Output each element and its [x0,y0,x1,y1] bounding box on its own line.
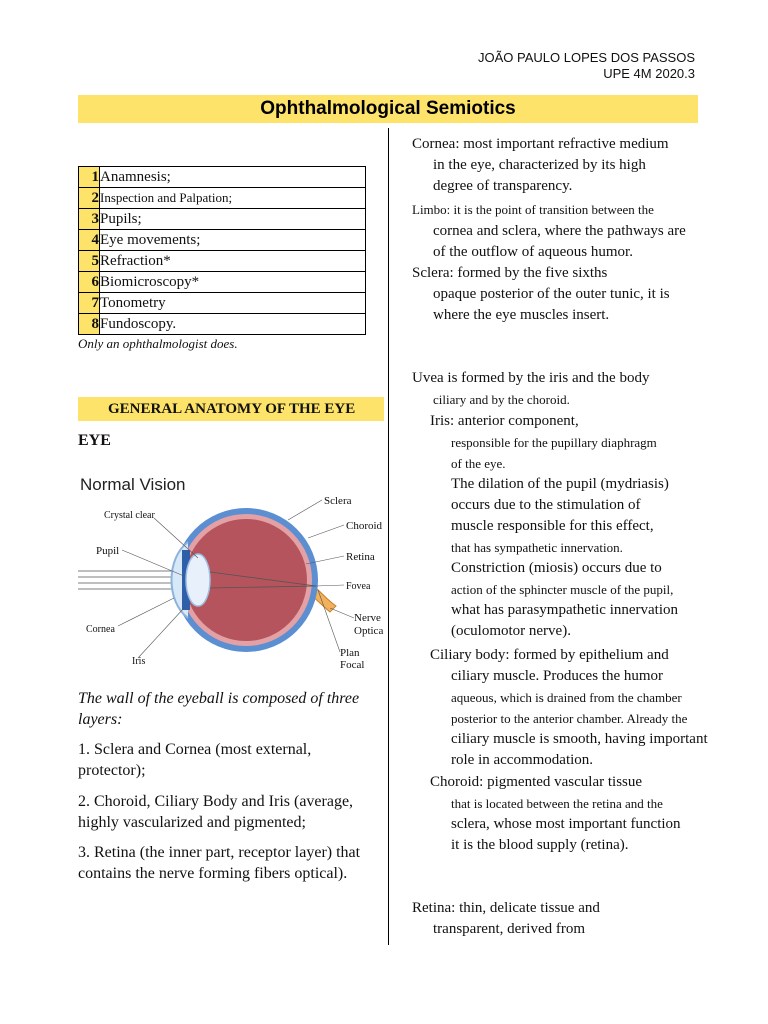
topic-number: 7 [79,293,100,314]
label-retina: Retina [346,551,375,563]
topic-label: Pupils; [100,209,366,230]
text-line: in the eye, characterized by its high [433,157,646,173]
text-line: Uvea is formed by the iris and the body [412,370,650,386]
page-title: Ophthalmological Semiotics [260,98,516,119]
text-line: muscle responsible for this effect, [451,518,654,534]
eye-anatomy-figure [78,468,390,680]
label-choroid: Choroid [346,520,383,532]
text-line: opaque posterior of the outer tunic, it is [433,286,670,302]
topic-label: Fundoscopy. [100,314,366,335]
topic-label: Refraction* [100,251,366,272]
text-line: occurs due to the stimulation of [451,497,641,513]
topic-number: 5 [79,251,100,272]
text-line: of the eye. [451,456,506,471]
topic-label: Tonometry [100,293,366,314]
section-heading: GENERAL ANATOMY OF THE EYE [108,401,356,417]
text-line: that is located between the retina and the [451,796,663,811]
text-line: Sclera: formed by the five sixths [412,265,608,281]
layer-item: 2. Choroid, Ciliary Body and Iris (average, highly vascularized and pigmented; [78,793,354,831]
text-line: responsible for the pupillary diaphragm [451,435,657,450]
sclera-paragraph [412,263,670,326]
topic-label: Eye movements; [100,230,366,251]
text-line: ciliary muscle. Produces the humor [451,668,664,684]
text-line: transparent, derived from [433,921,586,937]
table-row [79,293,366,314]
table-row [79,167,366,188]
layer-item: 3. Retina (the inner part, receptor layer) that contains the nerve forming fibers optical). [78,844,361,882]
text-line: what has parasympathetic innervation [451,602,679,618]
topic-number: 2 [79,188,100,209]
course-code: UPE 4M 2020.3 [603,66,695,81]
text-line: Choroid: pigmented vascular tissue [430,774,643,790]
text-line: (oculomotor nerve). [451,623,571,639]
topic-label: Inspection and Palpation; [100,188,366,209]
figure-title: Normal Vision [80,475,186,494]
topic-number: 6 [79,272,100,293]
text-line: action of the sphincter muscle of the pupil, [451,582,674,597]
text-line: it is the blood supply (retina). [451,837,629,853]
topic-number: 1 [79,167,100,188]
label-crystal-clear: Crystal clear [104,510,155,521]
label-iris: Iris [132,656,146,667]
retina-paragraph [412,898,600,940]
text-line: that has sympathetic innervation. [451,540,623,555]
text-line: degree of transparency. [433,178,573,194]
uvea-paragraph [412,368,649,410]
topic-number: 4 [79,230,100,251]
iris-paragraph [430,411,678,642]
text-line: Cornea: most important refractive medium [412,136,669,152]
text-line: Constriction (miosis) occurs due to [451,560,662,576]
table-row [79,314,366,335]
text-line: where the eye muscles insert. [433,307,610,323]
author-name: JOÃO PAULO LOPES DOS PASSOS [478,50,695,65]
title-bar [78,95,698,123]
table-row [79,230,366,251]
ciliary-paragraph [430,645,708,771]
text-line: ciliary muscle is smooth, having important [451,731,708,747]
topic-label: Biomicroscopy* [100,272,366,293]
table-row [79,209,366,230]
choroid-paragraph [430,772,681,856]
label-pupil: Pupil [96,545,120,557]
table-note: Only an ophthalmologist does. [78,336,238,351]
wall-intro: The wall of the eyeball is composed of three layers: [78,690,360,728]
text-line: Iris: anterior component, [430,413,579,429]
text-line: role in accommodation. [451,752,594,768]
topic-number: 8 [79,314,100,335]
lens-shape [186,554,210,606]
table-row [79,272,366,293]
text-line: aqueous, which is drained from the chamber [451,690,682,705]
text-line: cornea and sclera, where the pathways are [433,223,686,239]
limbo-paragraph [412,199,686,263]
text-line: of the outflow of aqueous humor. [433,244,633,260]
label-nerve: Nerve [354,612,381,624]
text-line: ciliary and by the choroid. [433,392,570,407]
text-line: Retina: thin, delicate tissue and [412,900,600,916]
topics-table [78,166,366,335]
label-focal: Focal [340,659,365,671]
label-sclera: Sclera [324,495,352,507]
section-heading-bar [78,397,384,421]
table-row [79,188,366,209]
label-plan: Plan [340,647,360,659]
topic-number: 3 [79,209,100,230]
text-line: The dilation of the pupil (mydriasis) [451,476,669,492]
eye-heading: EYE [78,432,111,449]
layer-item: 1. Sclera and Cornea (most external, protector); [78,741,312,779]
table-row [79,251,366,272]
text-line: Limbo: it is the point of transition between the [412,202,654,217]
topic-label: Anamnesis; [100,167,366,188]
text-line: posterior to the anterior chamber. Already the [451,711,688,726]
text-line: Ciliary body: formed by epithelium and [430,647,669,663]
cornea-paragraph [412,134,669,197]
text-line: sclera, whose most important function [451,816,681,832]
label-optica: Optica [354,625,384,637]
label-fovea: Fovea [346,581,371,592]
label-cornea: Cornea [86,624,115,635]
